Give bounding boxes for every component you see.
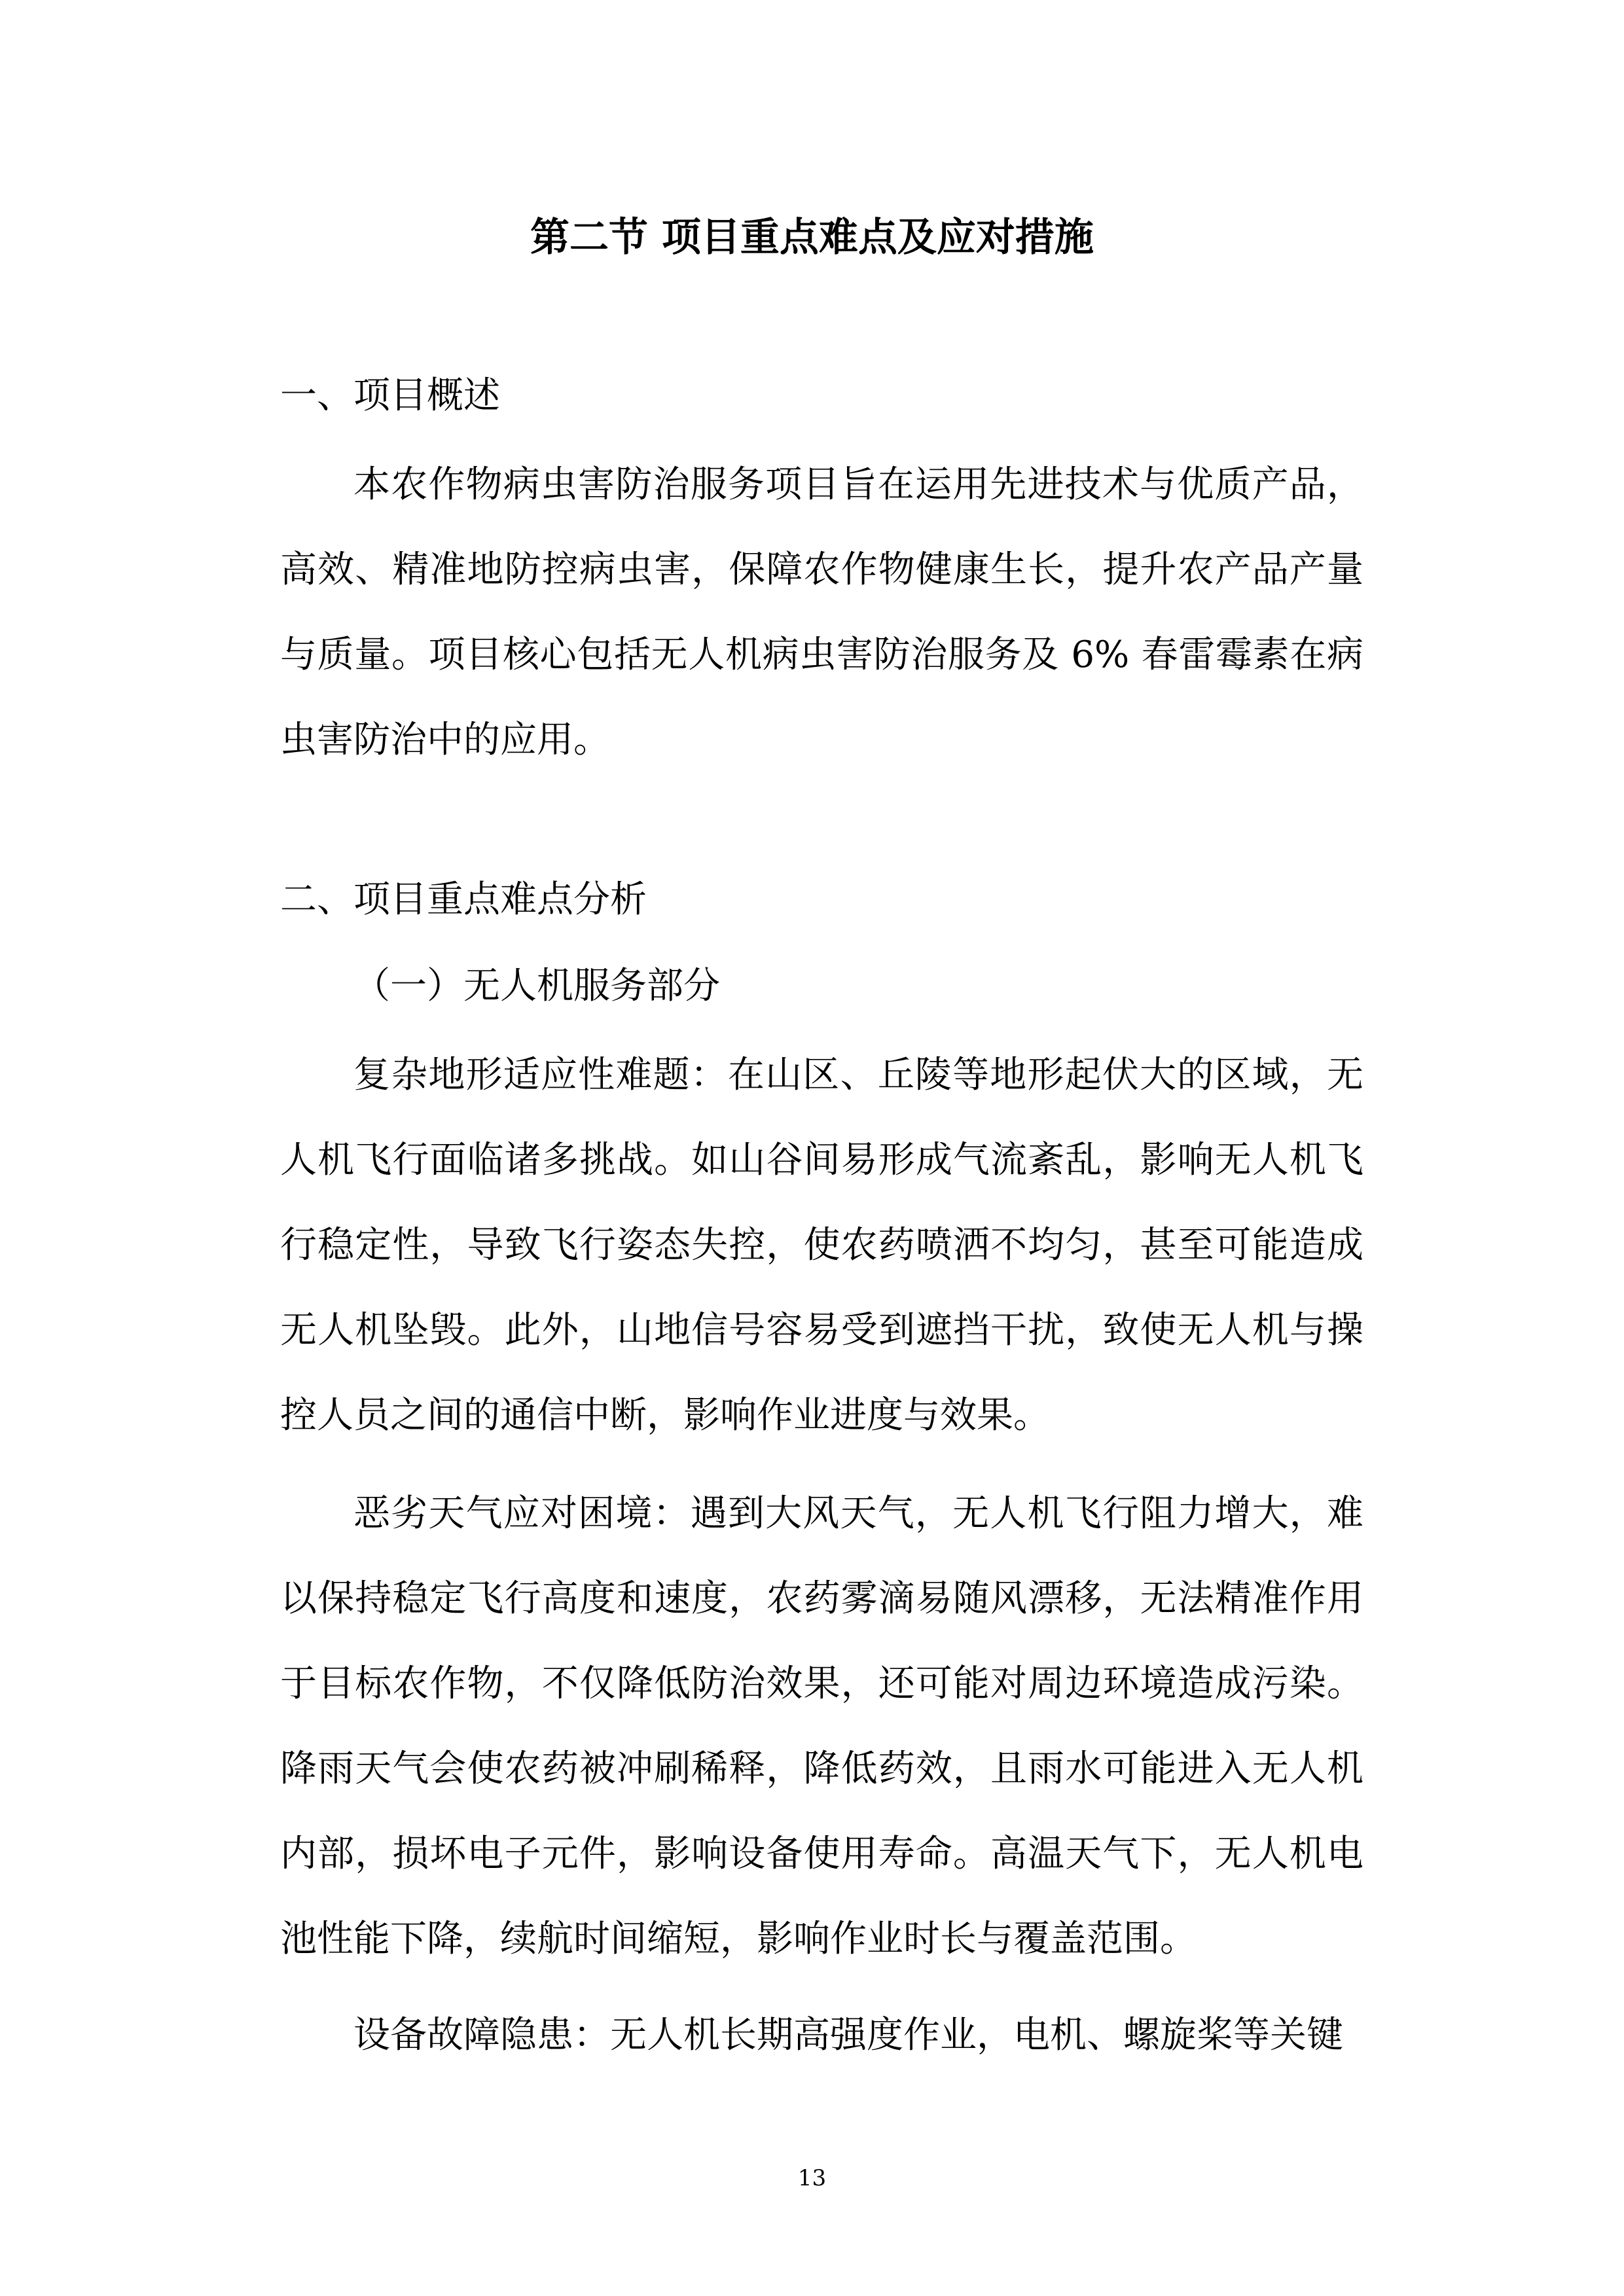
section-heading-overview: 一、项目概述: [280, 374, 500, 417]
paragraph-overview: 本农作物病虫害防治服务项目旨在运用先进技术与优质产品，高效、精准地防控病虫害，保障农作物健康生长，提升农产品产量与质量。项目核心包括无人机病虫害防治服务及 6% 春雷霉素在病虫害防治中的应用。: [280, 463, 1363, 761]
paragraph-terrain: 复杂地形适应性难题：在山区、丘陵等地形起伏大的区域，无人机飞行面临诸多挑战。如山谷间易形成气流紊乱，影响无人机飞行稳定性，导致飞行姿态失控，使农药喷洒不均匀，甚至可能造成无人机坠毁。此外，山地信号容易受到遮挡干扰，致使无人机与操控人员之间的通信中断，影响作业进度与效果。: [280, 1054, 1363, 1437]
paragraph-weather: 恶劣天气应对困境：遇到大风天气，无人机飞行阻力增大，难以保持稳定飞行高度和速度，农药雾滴易随风漂移，无法精准作用于目标农作物，不仅降低防治效果，还可能对周边环境造成污染。降雨天气会使农药被冲刷稀释，降低药效，且雨水可能进入无人机内部，损坏电子元件，影响设备使用寿命。高温天气下，无人机电池性能下降，续航时间缩短，影响作业时长与覆盖范围。: [280, 1492, 1363, 1960]
subsection-heading-drone: （一）无人机服务部分: [353, 965, 720, 1007]
section-heading-analysis: 二、项目重点难点分析: [280, 878, 647, 921]
paragraph-equipment: 设备故障隐患：无人机长期高强度作业，电机、螺旋桨等关键: [353, 2014, 1343, 2056]
page-number: 13: [797, 2165, 827, 2191]
page-title: 第二节 项目重点难点及应对措施: [530, 215, 1094, 260]
